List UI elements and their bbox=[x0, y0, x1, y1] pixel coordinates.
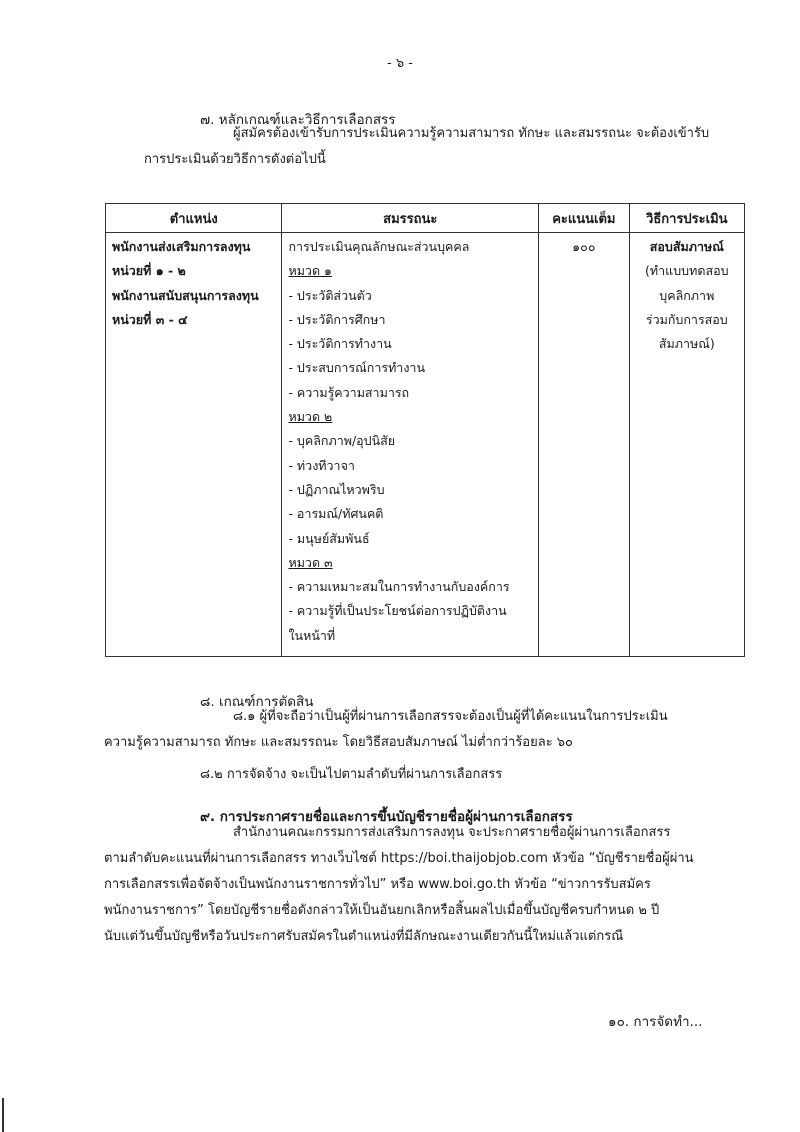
section-7-paragraph-line-1: ผู้สมัครต้องเข้ารับการประเมินความรู้ความสามารถ ทักษะ และสมรรถนะ จะต้องเข้ารับ bbox=[233, 126, 710, 141]
section-9-line: พนักงานราชการ” โดยบัญชีรายชื่อดังกล่าวให้เป็นอันยกเลิกหรือสิ้นผลไปเมื่อขึ้นบัญชีครบกำหนด ๒ ปี bbox=[104, 903, 660, 918]
continuation-marker: ๑๐. การจัดทำ... bbox=[608, 1014, 703, 1030]
competency-item: - มนุษย์สัมพันธ์ bbox=[288, 530, 370, 546]
method-line: (ทำแบบทดสอบ bbox=[645, 263, 729, 279]
position-line: พนักงานส่งเสริมการลงทุน bbox=[112, 239, 251, 254]
section-9-line: นับแต่วันขึ้นบัญชีหรือวันประกาศรับสมัครในตำแหน่งที่มีลักษณะงานเดียวกันนี้ใหม่แล้วแต่กรณี bbox=[104, 929, 624, 944]
section-8-1-line-1: ๘.๑ ผู้ที่จะถือว่าเป็นผู้ที่ผ่านการเลือกสรรจะต้องเป็นผู้ที่ได้คะแนนในการประเมิน bbox=[233, 709, 668, 724]
position-line: หน่วยที่ ๓ - ๔ bbox=[112, 311, 188, 327]
competency-item: - ประสบการณ์การทำงาน bbox=[288, 360, 425, 376]
method-line: สอบสัมภาษณ์ bbox=[649, 239, 724, 254]
competency-cell bbox=[282, 233, 539, 657]
section-7-paragraph-line-2: การประเมินด้วยวิธีการดังต่อไปนี้ bbox=[144, 152, 326, 167]
group-3-name: หมวด ๓ bbox=[288, 554, 333, 570]
competency-item: - บุคลิกภาพ/อุปนิสัย bbox=[288, 433, 396, 449]
method-line: ร่วมกับการสอบ bbox=[645, 311, 728, 327]
competency-item: - ความเหมาะสมในการทำงานกับองค์การ bbox=[288, 579, 510, 595]
competency-item: - ประวัติส่วนตัว bbox=[288, 287, 372, 303]
competency-item: - ประวัติการศึกษา bbox=[288, 311, 386, 327]
header-position: ตำแหน่ง bbox=[106, 204, 282, 233]
section-8-heading: ๘. เกณฑ์การตัดสิน bbox=[200, 694, 314, 710]
section-8-1-line-2: ความรู้ความสามารถ ทักษะ และสมรรถนะ โดยวิธีสอบสัมภาษณ์ ไม่ต่ำกว่าร้อยละ ๖๐ bbox=[104, 735, 573, 750]
section-9-line: สำนักงานคณะกรรมการส่งเสริมการลงทุน จะประกาศรายชื่อผู้ผ่านการเลือกสรร bbox=[233, 825, 671, 840]
competency-item: - อารมณ์/ทัศนคติ bbox=[288, 506, 384, 522]
competency-item: - ความรู้ที่เป็นประโยชน์ต่อการปฏิบัติงาน bbox=[288, 603, 507, 619]
position-cell bbox=[106, 233, 282, 657]
method-line: สัมภาษณ์) bbox=[658, 336, 715, 352]
position-line: พนักงานสนับสนุนการลงทุน bbox=[112, 287, 259, 303]
section-9-line: ตามลำดับคะแนนที่ผ่านการเลือกสรร ทางเว็บไซต์ https://boi.thaijobjob.com หัวข้อ “บัญชีรายชื่อผู้ผ่าน bbox=[104, 851, 694, 866]
competency-item: - ประวัติการทำงาน bbox=[288, 336, 392, 352]
section-8-2: ๘.๒ การจัดจ้าง จะเป็นไปตามลำดับที่ผ่านการเลือกสรร bbox=[200, 767, 503, 782]
group-2-name: หมวด ๒ bbox=[288, 409, 333, 425]
position-line: หน่วยที่ ๑ - ๒ bbox=[112, 263, 186, 279]
competency-title: การประเมินคุณลักษณะส่วนบุคคล bbox=[288, 239, 470, 254]
competency-item: - ปฏิภาณไหวพริบ bbox=[288, 481, 385, 497]
full-score-value: ๑๐๐ bbox=[572, 239, 596, 254]
group-1-name: หมวด ๑ bbox=[288, 263, 332, 279]
competency-item: - ความรู้ความสามารถ bbox=[288, 384, 410, 400]
header-assessment-method: วิธีการประเมิน bbox=[629, 204, 744, 233]
header-full-score: คะแนนเต็ม bbox=[539, 204, 630, 233]
section-7-heading: ๗. หลักเกณฑ์และวิธีการเลือกสรร bbox=[200, 112, 396, 128]
scan-edge-mark bbox=[2, 1098, 4, 1132]
assessment-method-cell bbox=[629, 233, 744, 657]
section-9-heading: ๙. การประกาศรายชื่อและการขึ้นบัญชีรายชื่อผู้ผ่านการเลือกสรร bbox=[200, 809, 573, 825]
competency-item: ในหน้าที่ bbox=[288, 627, 336, 643]
method-line: บุคลิกภาพ bbox=[659, 287, 715, 303]
header-competency: สมรรถนะ bbox=[282, 204, 539, 233]
selection-criteria-table bbox=[105, 203, 745, 657]
full-score-cell bbox=[539, 233, 630, 657]
table-header-row bbox=[106, 204, 745, 233]
page-number: - ๖ - bbox=[387, 56, 413, 71]
table-row bbox=[106, 233, 745, 657]
competency-item: - ท่วงทีวาจา bbox=[288, 457, 355, 473]
section-9-line: การเลือกสรรเพื่อจัดจ้างเป็นพนักงานราชการทั่วไป” หรือ www.boi.go.th หัวข้อ “ข่าวการรับสมัคร bbox=[104, 877, 651, 892]
